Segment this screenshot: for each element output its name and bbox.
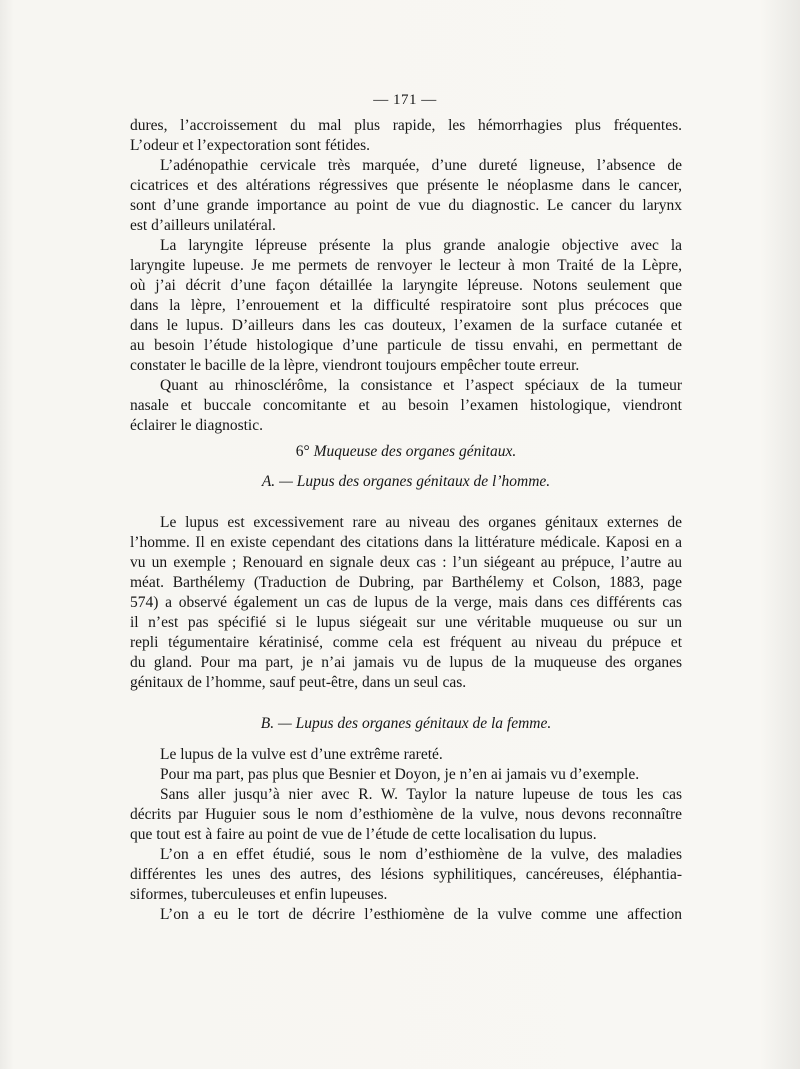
text-line: L’on a eu le tort de décrire l’esthiomène de la vulve comme une affection xyxy=(160,906,682,923)
text-line: L’odeur et l’expectoration sont fétides. xyxy=(130,137,371,154)
text-line: vu un exemple ; Renouard en signale deux cas : l’un siégeant au prépuce, l’autre au xyxy=(130,554,682,571)
text-line: Pour ma part, pas plus que Besnier et Doyon, je n’en ai jamais vu d’exemple. xyxy=(160,766,640,783)
subheading-male xyxy=(130,472,682,492)
section-heading-title: Muqueuse des organes génitaux. xyxy=(313,443,517,460)
text-line: Quant au rhinosclérôme, la consistance et l’aspect spéciaux de la tumeur xyxy=(160,377,682,394)
text-line: il n’est pas spécifié si le lupus siégeait sur une véritable muqueuse ou sur un xyxy=(130,614,682,631)
text-line: du gland. Pour ma part, je n’ai jamais vu de lupus de la muqueuse des organes xyxy=(130,654,682,671)
text-line: 574) a observé également un cas de lupus de la verge, mais dans ces différents cas xyxy=(130,594,682,611)
subheading-female-letter: B. xyxy=(260,715,275,732)
section-heading-genital-mucosa xyxy=(130,442,682,462)
subheading-male-title: — Lupus des organes génitaux de l’homme. xyxy=(279,473,551,490)
subheading-female-title: — Lupus des organes génitaux de la femme. xyxy=(277,715,552,732)
subheading-female xyxy=(130,714,682,734)
text-line: sont d’une grande importance au point de vue du diagnostic. Le cancer du larynx xyxy=(130,197,682,214)
text-line: décrits par Huguier sous le nom d’esthiomène de la vulve, nous devons reconnaître xyxy=(130,806,682,823)
text-line: que tout est à faire au point de vue de l’étude de cette localisation du lupus. xyxy=(130,826,597,843)
text-line: Le lupus de la vulve est d’une extrême rareté. xyxy=(160,746,443,763)
text-line: est d’ailleurs unilatéral. xyxy=(130,217,276,234)
page-number: — 171 — xyxy=(373,92,437,108)
text-line: éclairer le diagnostic. xyxy=(130,417,263,434)
text-line: laryngite lupeuse. Je me permets de renvoyer le lecteur à mon Traité de la Lèpre, xyxy=(130,257,682,274)
text-line: au besoin l’étude histologique d’une particule de tissu envahi, en permettant de xyxy=(130,337,682,354)
text-line: L’adénopathie cervicale très marquée, d’une dureté ligneuse, l’absence de xyxy=(160,157,682,174)
text-line: L’on a en effet étudié, sous le nom d’esthiomène de la vulve, des maladies xyxy=(160,846,682,863)
text-line: siformes, tuberculeuses et enfin lupeuses. xyxy=(130,886,388,903)
text-line: cicatrices et des altérations régressives que présente le néoplasme dans le cancer, xyxy=(130,177,682,194)
text-line: constater le bacille de la lèpre, viendront toujours empêcher toute erreur. xyxy=(130,357,580,374)
text-line: dans le lupus. D’ailleurs dans les cas douteux, l’examen de la surface cutanée et xyxy=(130,317,682,334)
text-line: Le lupus est excessivement rare au niveau des organes génitaux externes de xyxy=(160,514,682,531)
text-line: dans la lèpre, l’enrouement et la difficulté respiratoire sont plus précoces que xyxy=(130,297,682,314)
text-line: où j’ai décrit d’une façon détaillée la laryngite lépreuse. Notons seulement que xyxy=(130,277,682,294)
section-heading-number: 6° xyxy=(295,443,310,460)
text-line: dures, l’accroissement du mal plus rapide, les hémorrhagies plus fréquentes. xyxy=(130,117,682,134)
subheading-male-letter: A. xyxy=(261,473,276,490)
text-line: méat. Barthélemy (Traduction de Dubring, par Barthélemy et Colson, 1883, page xyxy=(130,574,682,591)
text-line: repli tégumentaire kératinisé, comme cela est fréquent au niveau du prépuce et xyxy=(130,634,682,651)
text-line: l’homme. Il en existe cependant des citations dans la littérature médicale. Kaposi en a xyxy=(130,534,682,551)
paragraphs-female-lupus xyxy=(130,745,682,925)
text-line: Sans aller jusqu’à nier avec R. W. Taylor la nature lupeuse de tous les cas xyxy=(160,786,682,803)
text-line: différentes les unes des autres, des lésions syphilitiques, cancéreuses, éléphantia- xyxy=(130,866,682,883)
text-line: génitaux de l’homme, sauf peut-être, dans un seul cas. xyxy=(130,674,467,691)
paragraphs-male-lupus xyxy=(130,513,682,693)
paragraphs-laryngeal-diagnosis xyxy=(130,116,682,436)
text-line: nasale et buccale concomitante et au besoin l’examen histologique, viendront xyxy=(130,397,682,414)
text-line: La laryngite lépreuse présente la plus grande analogie objective avec la xyxy=(160,237,682,254)
